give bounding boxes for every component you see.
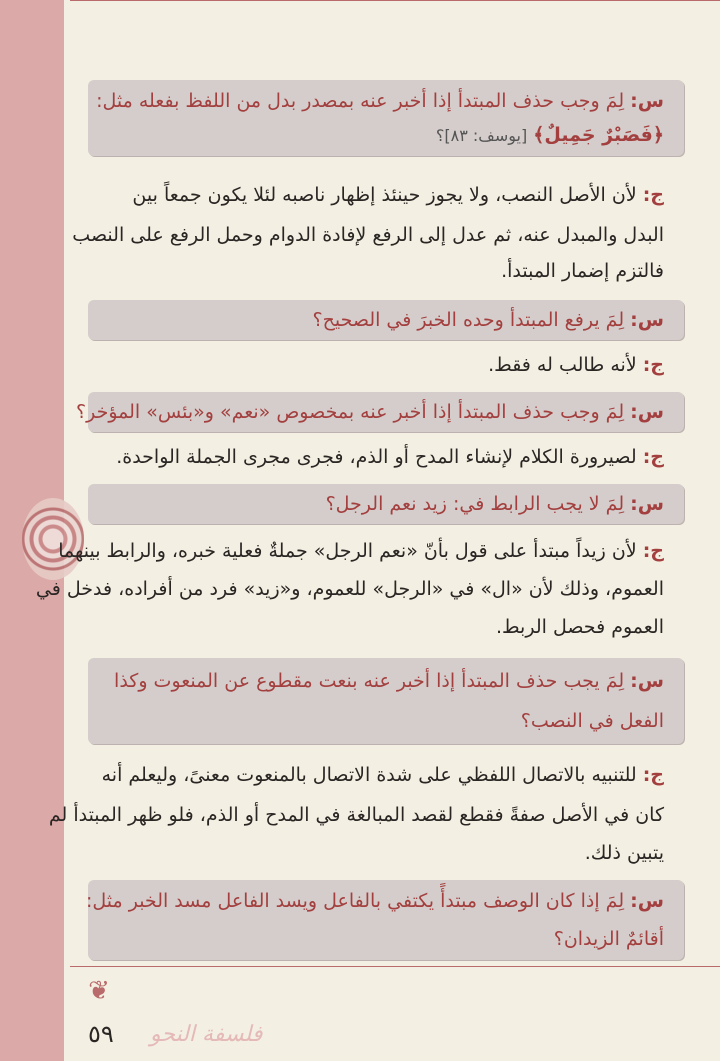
question-1-line-1: س: لِمَ وجب حذف المبتدأ إذا أخبر عنه بمصدر بدل من اللفظ بفعله مثل: xyxy=(96,90,664,112)
answer-4-line-1: ج: لأن زيداً مبتدأ على قول بأنّ «نعم الرجل» جملةٌ فعلية خبره، والرابط بينهما xyxy=(58,540,664,562)
question-6-line-1: س: لِمَ إذا كان الوصف مبتدأً يكتفي بالفاعل ويسد الفاعل مسد الخبر مثل: xyxy=(85,890,664,912)
answer-1-line-3: فالتزم إضمار المبتدأ. xyxy=(501,260,664,282)
question-3-line-1: س: لِمَ وجب حذف المبتدأ إذا أخبر عنه بمخصوص «نعم» و«بئس» المؤخر؟ xyxy=(76,401,664,423)
question-1-line-2: ﴿فَصَبْرٌ جَمِيلٌ﴾ [يوسف: ٨٣]؟ xyxy=(435,124,664,146)
top-rule xyxy=(70,0,720,1)
answer-4-line-3: العموم فحصل الربط. xyxy=(495,616,664,638)
answer-5-line-3: يتبين ذلك. xyxy=(584,842,664,864)
bottom-rule xyxy=(70,966,720,967)
answer-4-line-2: العموم، وذلك لأن «ال» في «الرجل» للعموم، و«زيد» فرد من أفراده، فدخل في xyxy=(35,578,664,600)
question-5-line-2: الفعل في النصب؟ xyxy=(520,710,664,732)
footer-ornament-icon: ❦ xyxy=(88,976,110,1006)
page-number: ٥٩ xyxy=(88,1020,114,1048)
answer-5-line-2: كان في الأصل صفةً فقطع لقصد المبالغة في المدح أو الذم، فلو ظهر المبتدأ لم xyxy=(48,804,664,826)
answer-1-line-2: البدل والمبدل عنه، ثم عدل إلى الرفع لإفادة الدوام وحمل الرفع على النصب xyxy=(72,224,664,246)
answer-5-line-1: ج: للتنبيه بالاتصال اللفظي على شدة الاتصال بالمنعوت معنىً، وليعلم أنه xyxy=(101,764,664,786)
answer-1-line-1: ج: لأن الأصل النصب، ولا يجوز حينئذ إظهار ناصبه لئلا يكون جمعاً بين xyxy=(132,184,664,206)
question-4-line-1: س: لِمَ لا يجب الرابط في: زيد نعم الرجل؟ xyxy=(325,493,664,515)
question-6-line-2: أقائمٌ الزيدان؟ xyxy=(553,928,664,950)
question-5-line-1: س: لِمَ يجب حذف المبتدأ إذا أخبر عنه بنعت مقطوع عن المنعوت وكذا xyxy=(114,670,664,692)
answer-2-line-1: ج: لأنه طالب له فقط. xyxy=(488,354,664,376)
question-2-line-1: س: لِمَ يرفع المبتدأ وحده الخبرَ في الصحيح؟ xyxy=(312,309,664,331)
answer-3-line-1: ج: لصيرورة الكلام لإنشاء المدح أو الذم، فجرى مجرى الجملة الواحدة. xyxy=(116,446,664,468)
running-footer-title: فلسفة النحو xyxy=(150,1022,263,1047)
